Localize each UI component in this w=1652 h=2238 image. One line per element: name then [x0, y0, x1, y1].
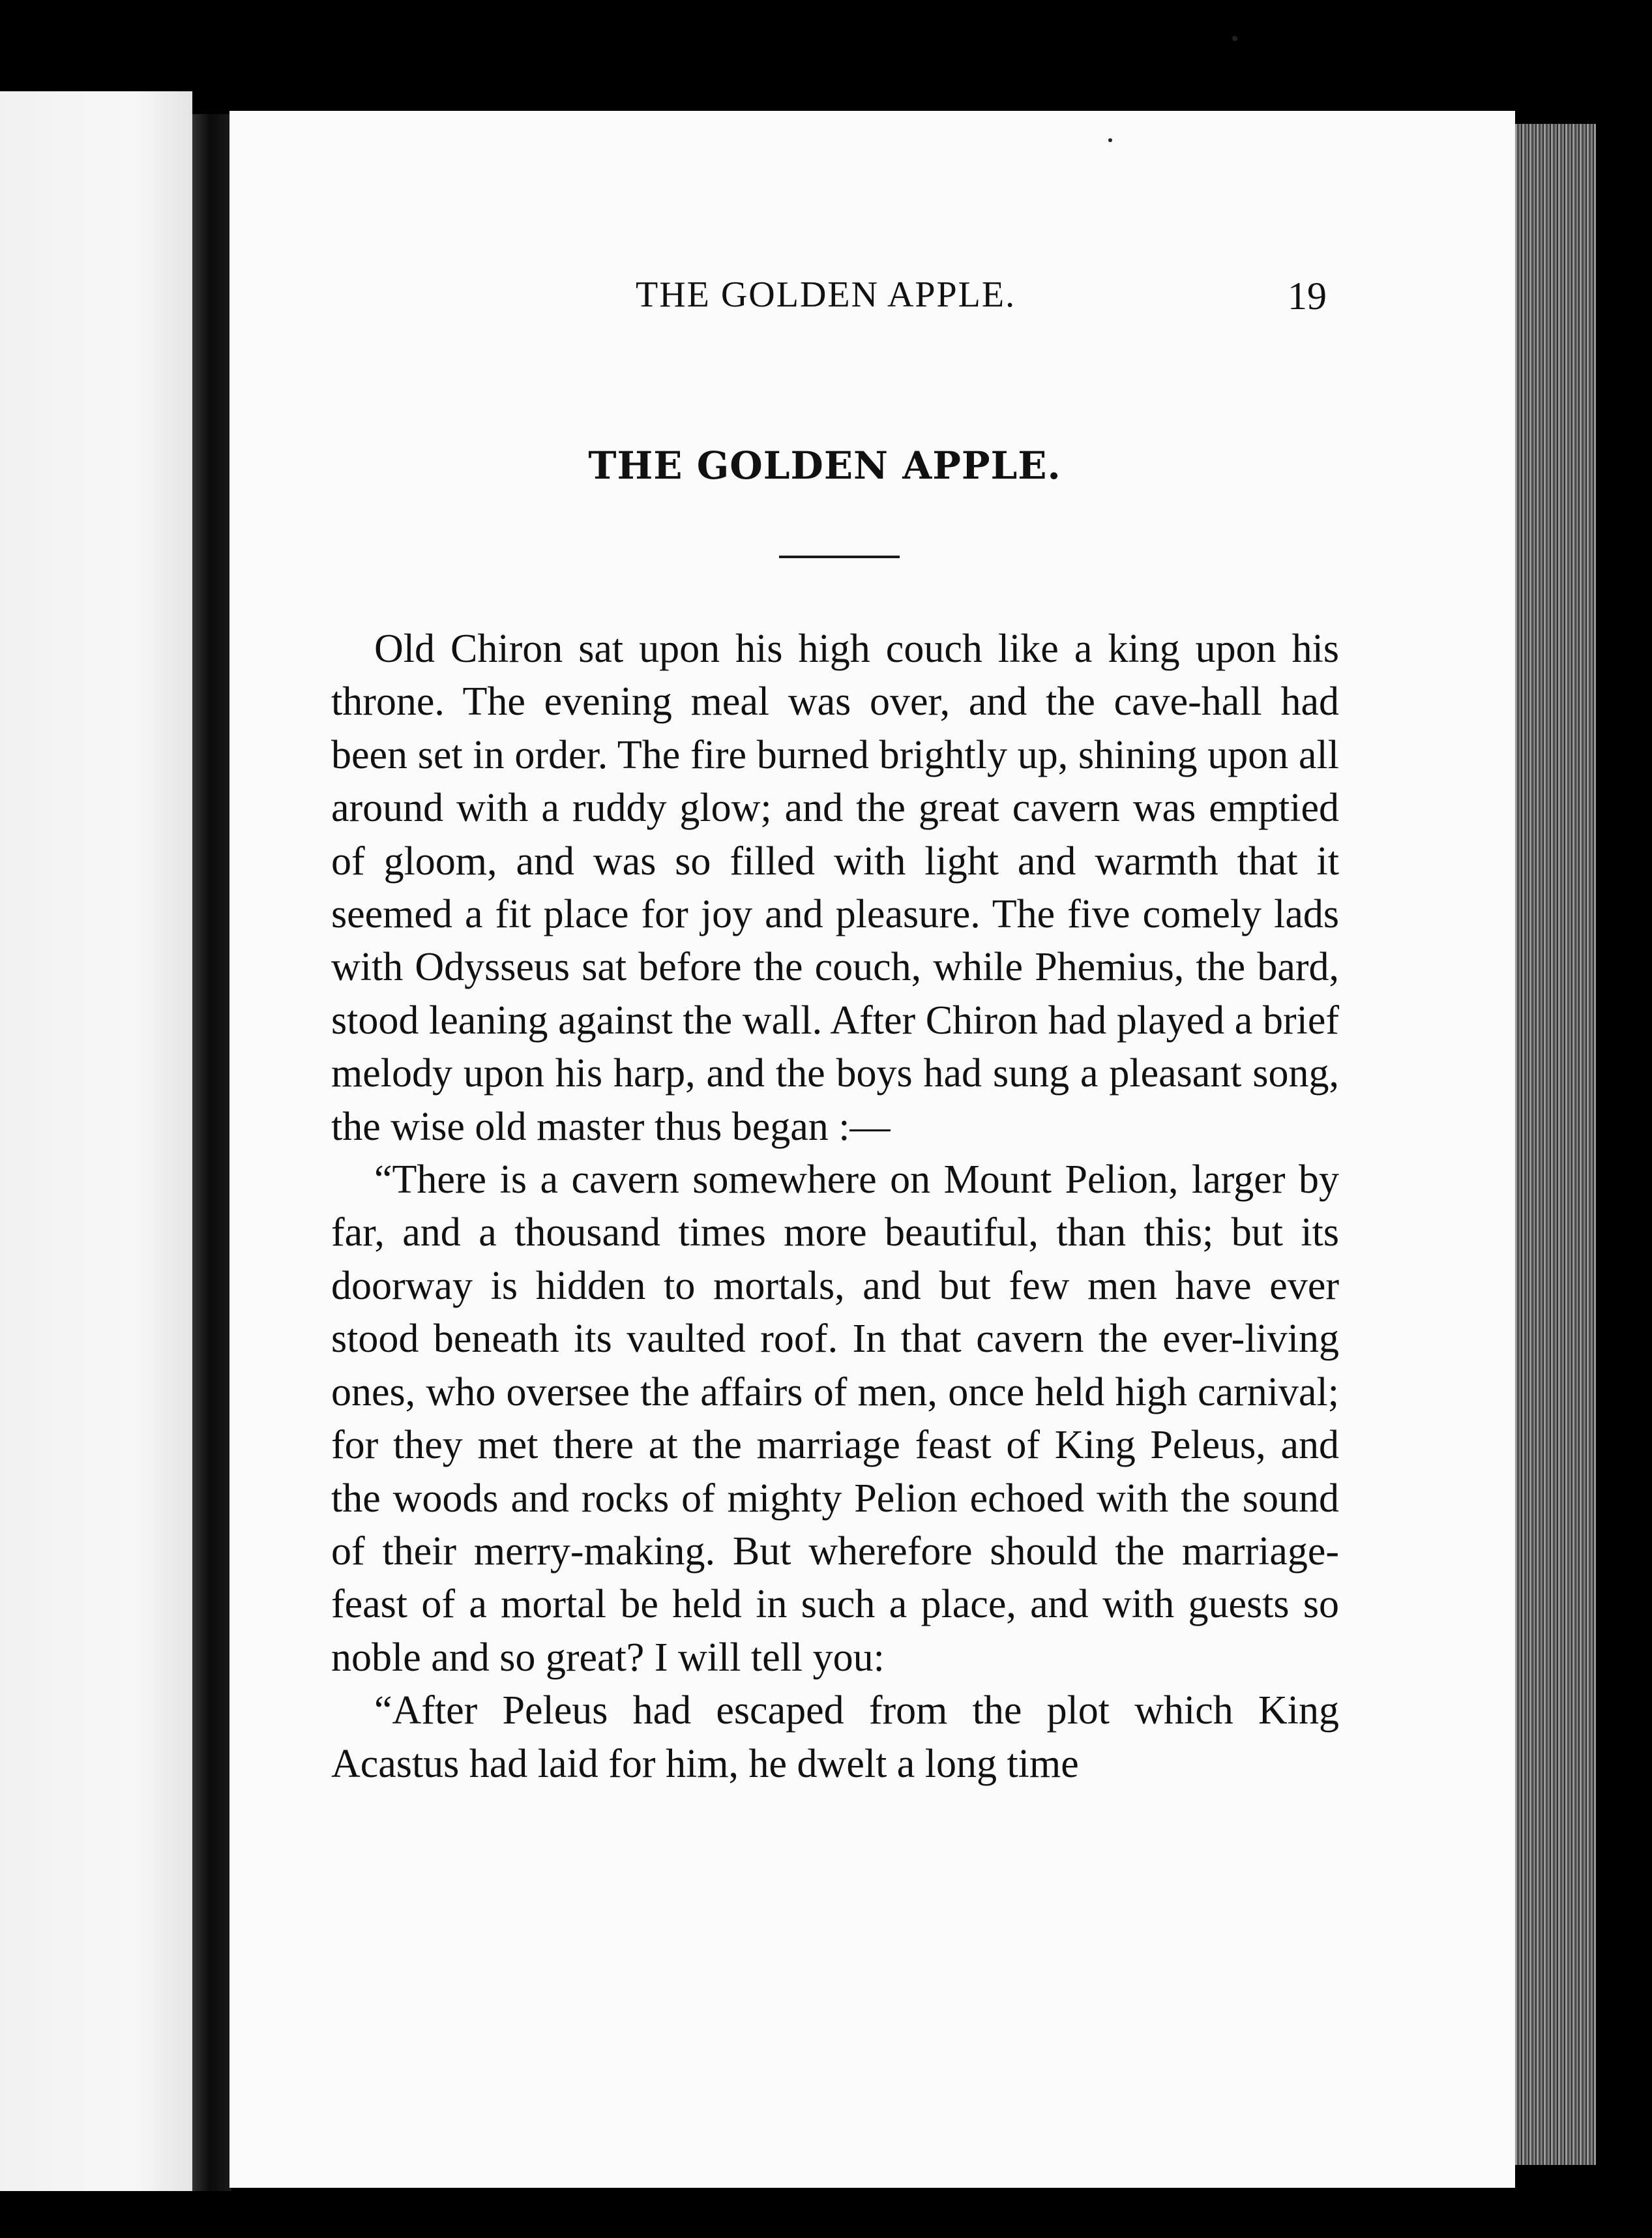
- chapter-title: THE GOLDEN APPLE.: [588, 443, 1061, 488]
- book-gutter: [192, 114, 231, 2191]
- scan-speck: [1108, 138, 1112, 142]
- previous-page-edge: [0, 91, 192, 2191]
- running-head: THE GOLDEN APPLE.: [636, 275, 1016, 315]
- paragraph: “After Peleus had escaped from the plot which King Acastus had laid for him, he dwelt a long time: [331, 1688, 1339, 1786]
- paragraph: Old Chiron sat upon his high couch like a king upon his throne. The evening meal was over, and the cave-hall had been set in order. The fire burned brightly up, shining upon all around with a ruddy glow; and the great cavern was emptied of gloom, and was so filled with light and warmth that it seemed a fit place for joy and pleasure. The five comely lads with Odysseus sat before the couch, while Phemius, the bard, stood leaning against the wall. After Chiron had played a brief melody upon his harp, and the boys had sung a pleasant song, the wise old master thus began :—: [331, 627, 1339, 1149]
- scan-speck: [1232, 36, 1237, 41]
- body-text: [331, 623, 1339, 1791]
- page-edges: [1515, 124, 1596, 2165]
- title-rule: [779, 556, 900, 558]
- paragraph: “There is a cavern somewhere on Mount Pelion, larger by far, and a thousand times more beautiful, than this; but its doorway is hidden to mortals, and but few men have ever stood beneath its vaulted roof. In that cavern the ever-living ones, who oversee the affairs of men, once held high carnival; for they met there at the marriage feast of King Peleus, and the woods and rocks of mighty Pelion echoed with the sound of their merry-making. But wherefore should the marriage-feast of a mortal be held in such a place, and with guests so noble and so great? I will tell you:: [331, 1157, 1339, 1680]
- page-number: 19: [1288, 275, 1327, 318]
